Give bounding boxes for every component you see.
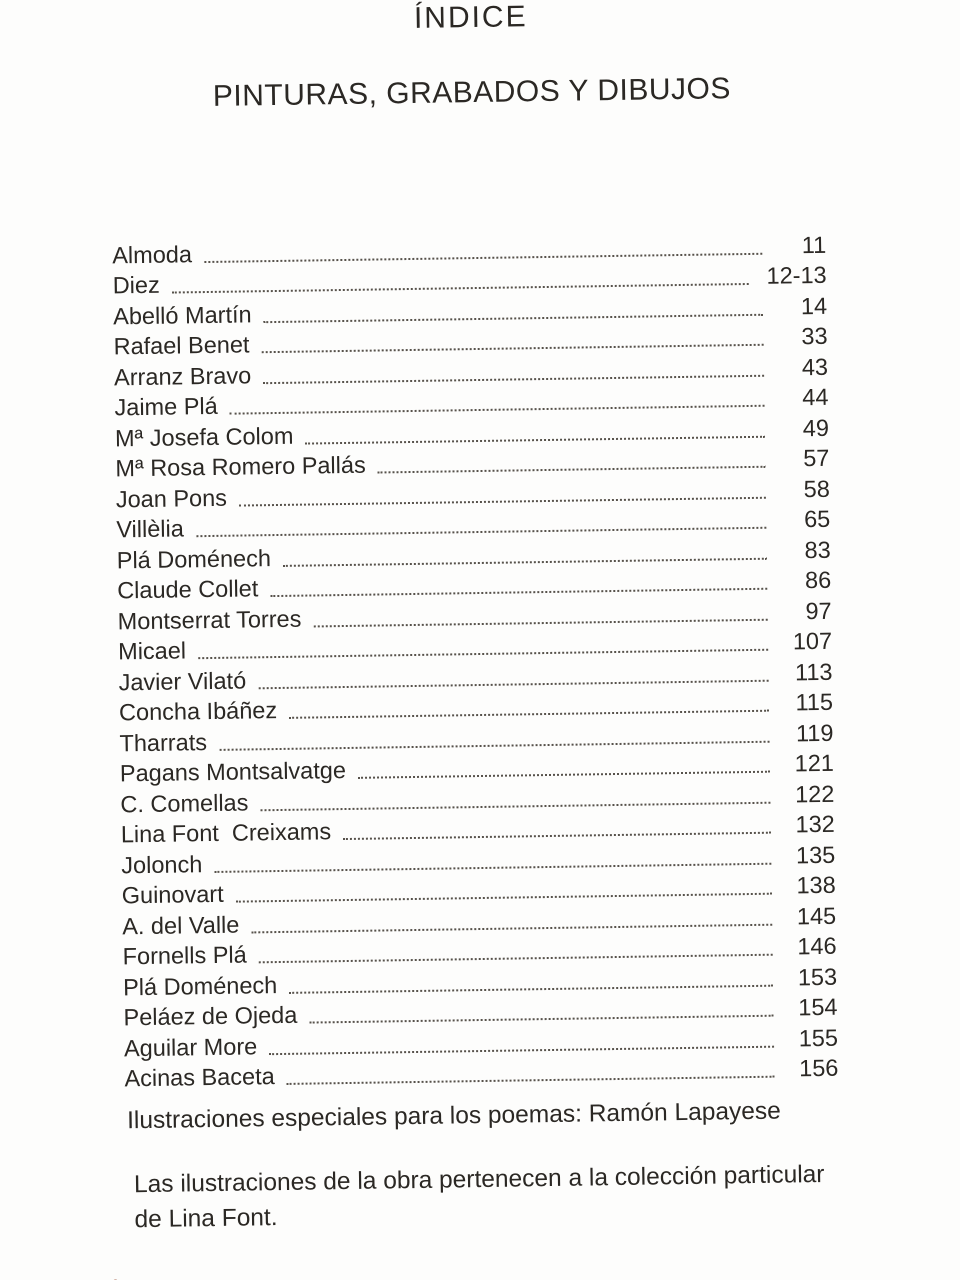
entry-name: Aguilar More — [123, 1032, 258, 1061]
entry-name: Jaime Plá — [114, 392, 218, 421]
entry-name: Abelló Martín — [112, 300, 252, 329]
entry-page-number: 146 — [797, 932, 837, 960]
entry-name: Rafael Benet — [113, 331, 250, 360]
entry-page-number: 135 — [795, 841, 836, 868]
entry-page-number: 145 — [796, 902, 837, 929]
entry-page-number: 65 — [803, 505, 831, 533]
entry-page-number: 12-13 — [766, 261, 827, 289]
entry-page-number: 156 — [798, 1054, 839, 1082]
note-collection-line-2: de Lina Font. — [134, 1204, 278, 1234]
entry-name: Fornells Plá — [122, 941, 247, 970]
entry-page-number: 119 — [795, 719, 834, 746]
entry-name: Almoda — [112, 240, 193, 268]
entry-name: Peláez de Ojeda — [123, 1001, 298, 1031]
entry-name: Concha Ibáñez — [118, 697, 278, 726]
entry-page-number: 44 — [802, 383, 829, 411]
entry-name: Pagans Montsalvatge — [119, 757, 347, 787]
page-title: ÍNDICE — [413, 0, 528, 35]
entry-name: Villèlia — [116, 515, 185, 543]
entry-name: Diez — [112, 271, 160, 299]
entry-name: A. del Valle — [122, 911, 240, 939]
entry-page-number: 83 — [804, 536, 831, 563]
entry-page-number: 33 — [801, 322, 828, 350]
entry-name: Javier Vilató — [118, 666, 247, 695]
entry-page-number: 153 — [797, 963, 838, 990]
entry-page-number: 14 — [800, 292, 828, 319]
entry-name: C. Comellas — [120, 788, 249, 817]
section-title: PINTURAS, GRABADOS Y DIBUJOS — [212, 72, 732, 113]
note-collection-line-1: Las ilustraciones de la obra pertenecen a la colección particular — [133, 1160, 825, 1199]
entry-name: Joan Pons — [115, 484, 228, 512]
entry-page-number: 86 — [804, 566, 832, 594]
dotted-leader — [358, 771, 770, 779]
entry-page-number: 154 — [798, 993, 838, 1021]
index-entry-list — [112, 228, 839, 1092]
entry-page-number: 121 — [794, 749, 835, 777]
entry-page-number: 58 — [803, 475, 830, 502]
entry-name: Acinas Baceta — [124, 1063, 275, 1092]
entry-name: Jolonch — [121, 850, 203, 878]
entry-page-number: 97 — [805, 597, 832, 624]
entry-page-number: 122 — [794, 780, 835, 807]
entry-page-number: 107 — [792, 627, 833, 655]
entry-page-number: 115 — [795, 688, 834, 716]
entry-name: Mª Josefa Colom — [114, 422, 294, 451]
entry-name: Lina Font Creixams — [120, 818, 332, 848]
entry-name: Mª Rosa Romero Pallás — [115, 451, 366, 482]
entry-name: Plá Doménech — [116, 544, 272, 573]
entry-name: Claude Collet — [117, 575, 259, 604]
entry-name: Arranz Bravo — [113, 361, 252, 390]
entry-name: Plá Doménech — [122, 971, 278, 1000]
entry-page-number: 138 — [796, 871, 836, 899]
note-collection — [134, 1157, 825, 1237]
dotted-leader — [287, 1076, 775, 1085]
entry-page-number: 155 — [798, 1024, 839, 1051]
entry-page-number: 49 — [802, 414, 830, 441]
entry-page-number: 57 — [803, 444, 830, 472]
entry-name: Montserrat Torres — [117, 605, 302, 634]
note-special-illustrations: Ilustraciones especiales para los poemas: Ramón Lapayese — [126, 1097, 781, 1135]
entry-name: Tharrats — [119, 728, 208, 756]
entry-page-number: 11 — [801, 231, 827, 258]
entry-name: Micael — [117, 637, 187, 665]
dotted-leader — [378, 466, 766, 474]
entry-page-number: 132 — [795, 810, 835, 838]
entry-page-number: 43 — [801, 353, 829, 380]
entry-page-number: 113 — [794, 658, 833, 685]
entry-name: Guinovart — [121, 880, 224, 909]
